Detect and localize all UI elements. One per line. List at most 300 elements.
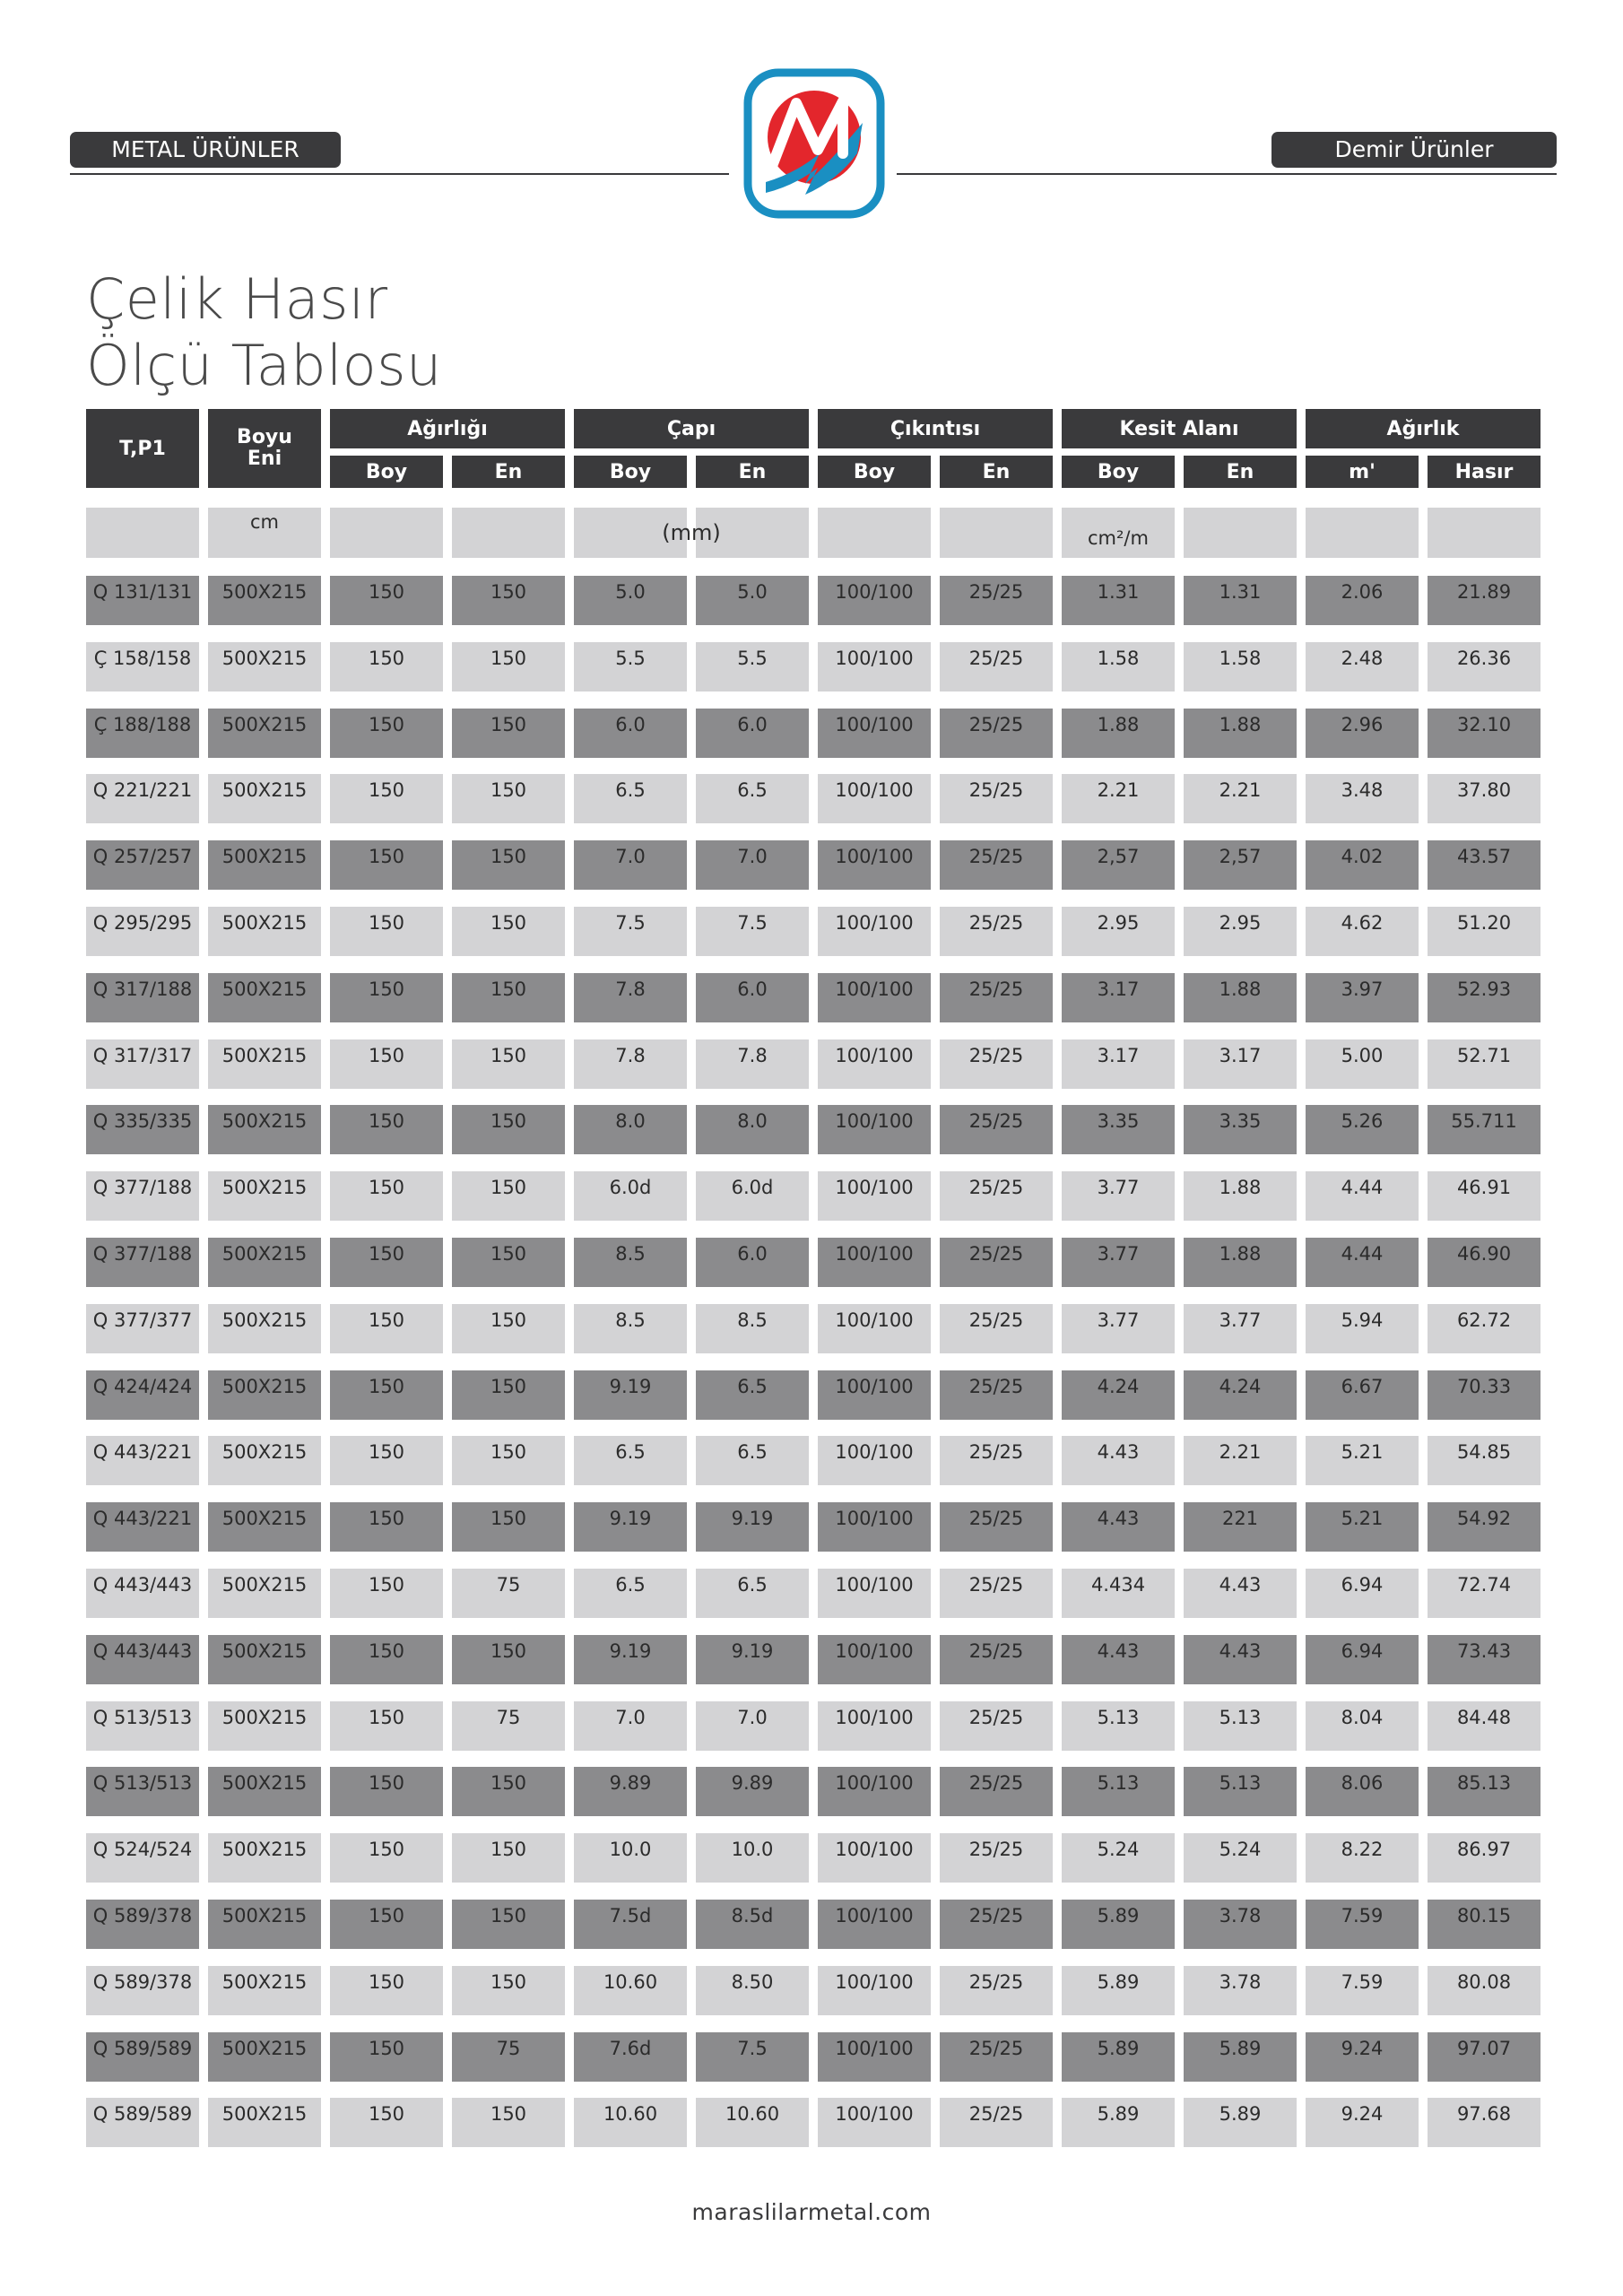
table-cell: 500X215 bbox=[208, 1238, 321, 1287]
table-cell: 5.24 bbox=[1184, 1833, 1297, 1883]
table-cell: 100/100 bbox=[818, 840, 931, 890]
table-cell: 6.0d bbox=[574, 1171, 687, 1221]
table-cell: 150 bbox=[330, 1238, 443, 1287]
table-cell: 6.5 bbox=[574, 774, 687, 823]
table-subheader: Boy bbox=[1062, 456, 1175, 488]
table-cell: 8.5d bbox=[696, 1900, 809, 1949]
table-subheader: En bbox=[1184, 456, 1297, 488]
table-cell: 100/100 bbox=[818, 1304, 931, 1353]
table-cell: 150 bbox=[452, 1767, 565, 1816]
table-cell: 150 bbox=[452, 1966, 565, 2015]
table-cell: 500X215 bbox=[208, 1966, 321, 2015]
table-cell: 500X215 bbox=[208, 1436, 321, 1485]
table-cell: 150 bbox=[330, 1105, 443, 1154]
table-cell: 2,57 bbox=[1184, 840, 1297, 890]
table-cell: Q 317/317 bbox=[86, 1039, 199, 1089]
table-subheader: En bbox=[940, 456, 1053, 488]
table-cell: 6.67 bbox=[1306, 1370, 1419, 1420]
units-cell bbox=[940, 508, 1053, 558]
table-cell: 3.78 bbox=[1184, 1966, 1297, 2015]
table-cell: 5.21 bbox=[1306, 1502, 1419, 1552]
table-cell: 7.5 bbox=[696, 907, 809, 956]
table-cell: 150 bbox=[330, 774, 443, 823]
table-cell: 25/25 bbox=[940, 1966, 1053, 2015]
table-header-group: T,P1 bbox=[86, 409, 199, 488]
table-cell: 73.43 bbox=[1428, 1635, 1541, 1684]
table-cell: 7.0 bbox=[574, 840, 687, 890]
table-cell: 150 bbox=[452, 1105, 565, 1154]
table-cell: Q 443/221 bbox=[86, 1436, 199, 1485]
table-cell: 500X215 bbox=[208, 1635, 321, 1684]
table-cell: 9.89 bbox=[574, 1767, 687, 1816]
table-cell: 70.33 bbox=[1428, 1370, 1541, 1420]
table-cell: 150 bbox=[452, 1436, 565, 1485]
table-cell: 6.94 bbox=[1306, 1635, 1419, 1684]
table-cell: 500X215 bbox=[208, 1900, 321, 1949]
table-cell: 8.22 bbox=[1306, 1833, 1419, 1883]
table-cell: 150 bbox=[452, 774, 565, 823]
table-cell: 8.5 bbox=[574, 1238, 687, 1287]
table-cell: 7.59 bbox=[1306, 1966, 1419, 2015]
table-cell: 150 bbox=[452, 973, 565, 1022]
table-cell: Q 377/188 bbox=[86, 1238, 199, 1287]
table-cell: 150 bbox=[452, 1900, 565, 1949]
table-cell: 6.0d bbox=[696, 1171, 809, 1221]
table-cell: 25/25 bbox=[940, 1238, 1053, 1287]
table-cell: 150 bbox=[452, 1370, 565, 1420]
table-cell: 150 bbox=[330, 1635, 443, 1684]
table-cell: 100/100 bbox=[818, 1966, 931, 2015]
table-cell: 55.711 bbox=[1428, 1105, 1541, 1154]
table-cell: 500X215 bbox=[208, 709, 321, 758]
table-cell: 5.89 bbox=[1184, 2032, 1297, 2082]
table-cell: 97.68 bbox=[1428, 2098, 1541, 2147]
table-cell: 150 bbox=[330, 2032, 443, 2082]
table-cell: 2.21 bbox=[1184, 1436, 1297, 1485]
table-cell: 10.60 bbox=[574, 2098, 687, 2147]
table-cell: Q 513/513 bbox=[86, 1767, 199, 1816]
table-cell: 3.17 bbox=[1062, 1039, 1175, 1089]
table-cell: 4.02 bbox=[1306, 840, 1419, 890]
table-cell: 7.5 bbox=[574, 907, 687, 956]
table-cell: 5.0 bbox=[696, 576, 809, 625]
table-cell: Q 513/513 bbox=[86, 1701, 199, 1751]
table-cell: 500X215 bbox=[208, 1701, 321, 1751]
table-cell: 100/100 bbox=[818, 1171, 931, 1221]
table-cell: 2.48 bbox=[1306, 642, 1419, 691]
table-cell: 6.5 bbox=[696, 1436, 809, 1485]
table-cell: 150 bbox=[330, 642, 443, 691]
table-cell: 6.0 bbox=[696, 973, 809, 1022]
table-cell: 500X215 bbox=[208, 1039, 321, 1089]
table-cell: Q 377/188 bbox=[86, 1171, 199, 1221]
page-title-line-1: Çelik Hasır bbox=[86, 266, 388, 332]
table-cell: 9.24 bbox=[1306, 2032, 1419, 2082]
table-cell: 150 bbox=[330, 1171, 443, 1221]
table-cell: 100/100 bbox=[818, 1105, 931, 1154]
table-cell: 3.77 bbox=[1062, 1171, 1175, 1221]
table-cell: 1.31 bbox=[1062, 576, 1175, 625]
table-cell: 150 bbox=[330, 1304, 443, 1353]
table-cell: 5.89 bbox=[1062, 1900, 1175, 1949]
table-cell: 5.89 bbox=[1184, 2098, 1297, 2147]
table-cell: 150 bbox=[330, 709, 443, 758]
table-cell: 150 bbox=[330, 1502, 443, 1552]
table-cell: 500X215 bbox=[208, 1569, 321, 1618]
table-cell: 51.20 bbox=[1428, 907, 1541, 956]
table-header-group: Çıkıntısı bbox=[818, 409, 1053, 448]
table-cell: 4.44 bbox=[1306, 1238, 1419, 1287]
table-cell: 7.8 bbox=[696, 1039, 809, 1089]
table-cell: Q 589/589 bbox=[86, 2032, 199, 2082]
table-cell: 150 bbox=[330, 907, 443, 956]
table-cell: 100/100 bbox=[818, 576, 931, 625]
table-cell: 6.0 bbox=[696, 1238, 809, 1287]
table-cell: 25/25 bbox=[940, 1701, 1053, 1751]
table-cell: 8.50 bbox=[696, 1966, 809, 2015]
table-cell: 100/100 bbox=[818, 1701, 931, 1751]
table-cell: 221 bbox=[1184, 1502, 1297, 1552]
table-cell: 25/25 bbox=[940, 1171, 1053, 1221]
table-cell: 9.19 bbox=[574, 1370, 687, 1420]
table-subheader: Boy bbox=[574, 456, 687, 488]
table-cell: 100/100 bbox=[818, 774, 931, 823]
units-cell bbox=[452, 508, 565, 558]
table-cell: 2.95 bbox=[1184, 907, 1297, 956]
units-cell bbox=[818, 508, 931, 558]
table-cell: 150 bbox=[452, 709, 565, 758]
table-cell: 1.58 bbox=[1184, 642, 1297, 691]
table-cell: 1.31 bbox=[1184, 576, 1297, 625]
table-cell: 3.17 bbox=[1184, 1039, 1297, 1089]
table-cell: 9.19 bbox=[574, 1635, 687, 1684]
table-cell: 25/25 bbox=[940, 973, 1053, 1022]
table-cell: 86.97 bbox=[1428, 1833, 1541, 1883]
table-cell: 5.13 bbox=[1062, 1767, 1175, 1816]
table-cell: 7.5d bbox=[574, 1900, 687, 1949]
table-cell: 25/25 bbox=[940, 642, 1053, 691]
table-cell: 8.06 bbox=[1306, 1767, 1419, 1816]
table-subheader: Hasır bbox=[1428, 456, 1541, 488]
page-title-line-2: Ölçü Tablosu bbox=[86, 333, 442, 398]
table-cell: 500X215 bbox=[208, 907, 321, 956]
table-cell: 100/100 bbox=[818, 1833, 931, 1883]
table-cell: 7.0 bbox=[696, 840, 809, 890]
table-cell: 9.19 bbox=[696, 1502, 809, 1552]
table-cell: 7.59 bbox=[1306, 1900, 1419, 1949]
table-cell: 6.5 bbox=[696, 1370, 809, 1420]
units-cell: cm bbox=[208, 508, 321, 558]
table-cell: 100/100 bbox=[818, 642, 931, 691]
table-cell: Q 295/295 bbox=[86, 907, 199, 956]
table-cell: 9.19 bbox=[696, 1635, 809, 1684]
table-cell: 150 bbox=[330, 1767, 443, 1816]
table-cell: 500X215 bbox=[208, 1370, 321, 1420]
table-cell: 100/100 bbox=[818, 907, 931, 956]
table-cell: 10.0 bbox=[696, 1833, 809, 1883]
table-cell: 25/25 bbox=[940, 1370, 1053, 1420]
table-cell: 5.13 bbox=[1184, 1701, 1297, 1751]
table-cell: 32.10 bbox=[1428, 709, 1541, 758]
table-cell: 43.57 bbox=[1428, 840, 1541, 890]
table-cell: 150 bbox=[330, 1039, 443, 1089]
table-cell: 150 bbox=[452, 642, 565, 691]
table-cell: 25/25 bbox=[940, 1635, 1053, 1684]
table-cell: 100/100 bbox=[818, 1767, 931, 1816]
table-cell: 150 bbox=[330, 1370, 443, 1420]
table-cell: 5.13 bbox=[1184, 1767, 1297, 1816]
table-cell: 500X215 bbox=[208, 1171, 321, 1221]
table-cell: 5.13 bbox=[1062, 1701, 1175, 1751]
table-cell: 500X215 bbox=[208, 774, 321, 823]
table-cell: 52.93 bbox=[1428, 973, 1541, 1022]
table-cell: 2.21 bbox=[1062, 774, 1175, 823]
table-cell: 37.80 bbox=[1428, 774, 1541, 823]
table-cell: 5.00 bbox=[1306, 1039, 1419, 1089]
table-cell: 80.15 bbox=[1428, 1900, 1541, 1949]
table-cell: 54.92 bbox=[1428, 1502, 1541, 1552]
table-cell: 150 bbox=[452, 1304, 565, 1353]
table-cell: 3.97 bbox=[1306, 973, 1419, 1022]
table-cell: 25/25 bbox=[940, 1833, 1053, 1883]
table-cell: Q 589/378 bbox=[86, 1900, 199, 1949]
table-cell: 4.62 bbox=[1306, 907, 1419, 956]
table-cell: 3.77 bbox=[1062, 1304, 1175, 1353]
table-cell: 3.77 bbox=[1062, 1238, 1175, 1287]
table-cell: 150 bbox=[330, 1966, 443, 2015]
table-cell: 26.36 bbox=[1428, 642, 1541, 691]
table-cell: 100/100 bbox=[818, 2032, 931, 2082]
table-cell: Q 589/378 bbox=[86, 1966, 199, 2015]
header-divider-right bbox=[897, 173, 1557, 175]
table-cell: 5.5 bbox=[696, 642, 809, 691]
table-cell: 25/25 bbox=[940, 1767, 1053, 1816]
table-cell: 7.8 bbox=[574, 973, 687, 1022]
table-cell: Q 257/257 bbox=[86, 840, 199, 890]
table-cell: 4.43 bbox=[1184, 1635, 1297, 1684]
table-cell: 150 bbox=[330, 1701, 443, 1751]
table-cell: Q 443/443 bbox=[86, 1569, 199, 1618]
table-cell: 2.06 bbox=[1306, 576, 1419, 625]
units-cell bbox=[1184, 508, 1297, 558]
header-right-label: Demir Ürünler bbox=[1271, 132, 1557, 168]
table-cell: 25/25 bbox=[940, 1900, 1053, 1949]
table-cell: Q 131/131 bbox=[86, 576, 199, 625]
table-cell: 5.89 bbox=[1062, 1966, 1175, 2015]
table-cell: 150 bbox=[330, 1900, 443, 1949]
table-cell: 1.88 bbox=[1184, 1238, 1297, 1287]
table-cell: 500X215 bbox=[208, 973, 321, 1022]
table-cell: 7.5 bbox=[696, 2032, 809, 2082]
table-cell: 100/100 bbox=[818, 1635, 931, 1684]
company-logo bbox=[742, 67, 886, 220]
table-cell: 46.90 bbox=[1428, 1238, 1541, 1287]
table-cell: 100/100 bbox=[818, 1370, 931, 1420]
table-cell: 80.08 bbox=[1428, 1966, 1541, 2015]
table-cell: Q 317/188 bbox=[86, 973, 199, 1022]
table-cell: 2,57 bbox=[1062, 840, 1175, 890]
table-header-group: Ağırlık bbox=[1306, 409, 1541, 448]
table-cell: 25/25 bbox=[940, 2032, 1053, 2082]
table-cell: 97.07 bbox=[1428, 2032, 1541, 2082]
table-cell: 9.89 bbox=[696, 1767, 809, 1816]
table-cell: 5.89 bbox=[1062, 2098, 1175, 2147]
table-cell: 100/100 bbox=[818, 973, 931, 1022]
table-cell: 500X215 bbox=[208, 2098, 321, 2147]
table-cell: 75 bbox=[452, 2032, 565, 2082]
table-cell: 150 bbox=[330, 1569, 443, 1618]
footer-website: maraslilarmetal.com bbox=[691, 2199, 932, 2225]
table-subheader: m' bbox=[1306, 456, 1419, 488]
table-cell: 10.60 bbox=[696, 2098, 809, 2147]
table-cell: 500X215 bbox=[208, 576, 321, 625]
table-cell: 5.24 bbox=[1062, 1833, 1175, 1883]
units-mm-label: (mm) bbox=[662, 520, 721, 545]
table-subheader: En bbox=[696, 456, 809, 488]
table-cell: 1.88 bbox=[1184, 709, 1297, 758]
header-divider-left bbox=[70, 173, 729, 175]
table-cell: Q 335/335 bbox=[86, 1105, 199, 1154]
header-left-label: METAL ÜRÜNLER bbox=[70, 132, 341, 168]
table-cell: 150 bbox=[330, 2098, 443, 2147]
units-cell bbox=[330, 508, 443, 558]
table-cell: 150 bbox=[330, 1436, 443, 1485]
table-cell: 9.19 bbox=[574, 1502, 687, 1552]
table-cell: 150 bbox=[452, 840, 565, 890]
table-cell: 5.94 bbox=[1306, 1304, 1419, 1353]
table-cell: 84.48 bbox=[1428, 1701, 1541, 1751]
table-cell: 6.5 bbox=[696, 1569, 809, 1618]
table-cell: 25/25 bbox=[940, 1436, 1053, 1485]
table-cell: 25/25 bbox=[940, 576, 1053, 625]
table-header-group: Çapı bbox=[574, 409, 809, 448]
table-cell: 10.60 bbox=[574, 1966, 687, 2015]
table-cell: 6.5 bbox=[574, 1436, 687, 1485]
table-cell: Q 443/443 bbox=[86, 1635, 199, 1684]
table-cell: 4.24 bbox=[1184, 1370, 1297, 1420]
table-cell: 100/100 bbox=[818, 1569, 931, 1618]
table-cell: 4.43 bbox=[1062, 1502, 1175, 1552]
table-cell: 1.88 bbox=[1062, 709, 1175, 758]
table-cell: 7.6d bbox=[574, 2032, 687, 2082]
table-cell: 8.0 bbox=[574, 1105, 687, 1154]
table-cell: 6.0 bbox=[574, 709, 687, 758]
table-cell: 150 bbox=[452, 1833, 565, 1883]
table-cell: 150 bbox=[452, 2098, 565, 2147]
table-cell: 25/25 bbox=[940, 840, 1053, 890]
table-cell: 25/25 bbox=[940, 1569, 1053, 1618]
table-subheader: En bbox=[452, 456, 565, 488]
table-cell: 2.96 bbox=[1306, 709, 1419, 758]
table-cell: 500X215 bbox=[208, 1304, 321, 1353]
table-cell: 4.24 bbox=[1062, 1370, 1175, 1420]
table-cell: 2.95 bbox=[1062, 907, 1175, 956]
table-cell: 150 bbox=[452, 1502, 565, 1552]
table-cell: 100/100 bbox=[818, 1436, 931, 1485]
table-cell: 3.35 bbox=[1062, 1105, 1175, 1154]
table-cell: 100/100 bbox=[818, 2098, 931, 2147]
table-cell: 5.0 bbox=[574, 576, 687, 625]
table-cell: 52.71 bbox=[1428, 1039, 1541, 1089]
table-cell: Ç 188/188 bbox=[86, 709, 199, 758]
table-cell: Q 589/589 bbox=[86, 2098, 199, 2147]
table-cell: Q 221/221 bbox=[86, 774, 199, 823]
units-cell bbox=[1428, 508, 1541, 558]
table-cell: 5.21 bbox=[1306, 1436, 1419, 1485]
table-cell: 2.21 bbox=[1184, 774, 1297, 823]
table-cell: 4.434 bbox=[1062, 1569, 1175, 1618]
table-cell: 54.85 bbox=[1428, 1436, 1541, 1485]
table-cell: Q 424/424 bbox=[86, 1370, 199, 1420]
table-cell: 6.5 bbox=[574, 1569, 687, 1618]
table-cell: 4.43 bbox=[1062, 1436, 1175, 1485]
table-cell: 150 bbox=[452, 907, 565, 956]
table-cell: 21.89 bbox=[1428, 576, 1541, 625]
table-cell: 25/25 bbox=[940, 1502, 1053, 1552]
table-cell: 5.26 bbox=[1306, 1105, 1419, 1154]
table-cell: 72.74 bbox=[1428, 1569, 1541, 1618]
table-cell: 5.5 bbox=[574, 642, 687, 691]
table-cell: 100/100 bbox=[818, 1238, 931, 1287]
table-cell: 150 bbox=[330, 840, 443, 890]
table-cell: 6.0 bbox=[696, 709, 809, 758]
table-header-group: Kesit Alanı bbox=[1062, 409, 1297, 448]
table-cell: 1.88 bbox=[1184, 973, 1297, 1022]
table-cell: 4.44 bbox=[1306, 1171, 1419, 1221]
table-cell: 150 bbox=[452, 1039, 565, 1089]
table-cell: 3.77 bbox=[1184, 1304, 1297, 1353]
table-cell: 6.94 bbox=[1306, 1569, 1419, 1618]
table-cell: 150 bbox=[330, 973, 443, 1022]
table-cell: 500X215 bbox=[208, 1105, 321, 1154]
table-cell: 25/25 bbox=[940, 1105, 1053, 1154]
table-cell: Ç 158/158 bbox=[86, 642, 199, 691]
table-cell: 3.17 bbox=[1062, 973, 1175, 1022]
table-cell: 4.43 bbox=[1062, 1635, 1175, 1684]
table-cell: 5.89 bbox=[1062, 2032, 1175, 2082]
table-cell: 7.0 bbox=[574, 1701, 687, 1751]
table-cell: Q 524/524 bbox=[86, 1833, 199, 1883]
table-cell: 3.78 bbox=[1184, 1900, 1297, 1949]
table-cell: 8.0 bbox=[696, 1105, 809, 1154]
table-cell: 500X215 bbox=[208, 2032, 321, 2082]
table-cell: 62.72 bbox=[1428, 1304, 1541, 1353]
units-cell bbox=[86, 508, 199, 558]
table-cell: 85.13 bbox=[1428, 1767, 1541, 1816]
table-cell: 100/100 bbox=[818, 1039, 931, 1089]
table-cell: 8.5 bbox=[696, 1304, 809, 1353]
table-cell: 150 bbox=[330, 576, 443, 625]
table-cell: 10.0 bbox=[574, 1833, 687, 1883]
table-cell: 150 bbox=[330, 1833, 443, 1883]
table-cell: 500X215 bbox=[208, 1502, 321, 1552]
table-subheader: Boy bbox=[330, 456, 443, 488]
table-header-group: Boyu Eni bbox=[208, 409, 321, 488]
table-cell: 150 bbox=[452, 1635, 565, 1684]
table-cell: 25/25 bbox=[940, 1039, 1053, 1089]
table-cell: 7.0 bbox=[696, 1701, 809, 1751]
table-cell: 100/100 bbox=[818, 709, 931, 758]
units-cell: cm²/m bbox=[1062, 508, 1175, 558]
table-cell: Q 377/377 bbox=[86, 1304, 199, 1353]
table-cell: 25/25 bbox=[940, 774, 1053, 823]
table-cell: 4.43 bbox=[1184, 1569, 1297, 1618]
units-cell bbox=[1306, 508, 1419, 558]
table-cell: 46.91 bbox=[1428, 1171, 1541, 1221]
table-cell: 75 bbox=[452, 1569, 565, 1618]
table-cell: 8.5 bbox=[574, 1304, 687, 1353]
table-cell: 7.8 bbox=[574, 1039, 687, 1089]
